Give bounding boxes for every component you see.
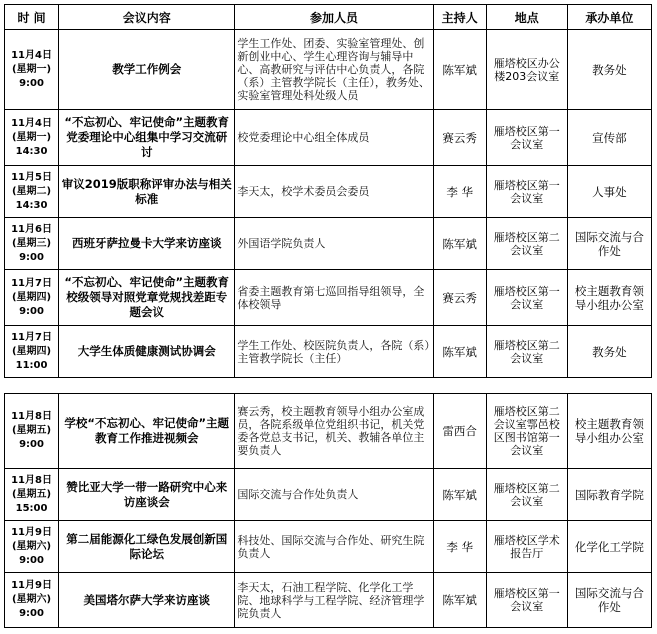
attendees-cell: 学生工作处、校医院负责人，各院（系）主管教学院长（主任） <box>235 326 433 378</box>
host-cell: 陈军斌 <box>433 30 486 110</box>
table-row <box>5 166 652 218</box>
attendees-cell: 赛云秀，校主题教育领导小组办公室成员，各院系级单位党组织书记，机关党委各党总支书记，机关、教辅各单位主要负责人 <box>235 394 433 469</box>
time-cell <box>5 521 59 573</box>
table-row <box>5 469 652 521</box>
topic-cell: “不忘初心、牢记使命”主题教育校级领导对照党章党规找差距专题会议 <box>59 270 235 326</box>
location-cell: 雁塔校区第二会议室 <box>486 218 567 270</box>
weekday-text: (星期六) <box>11 594 52 605</box>
time-cell <box>5 394 59 469</box>
clock-text: 9:00 <box>19 251 44 263</box>
attendees-cell: 校党委理论中心组全体成员 <box>235 110 433 166</box>
date-text: 11月7日 <box>11 331 52 343</box>
topic-cell: 审议2019版职称评审办法与相关标准 <box>59 166 235 218</box>
location-cell: 雁塔校区办公楼203会议室 <box>486 30 567 110</box>
date-text: 11月9日 <box>11 580 52 591</box>
topic-cell: 第二届能源化工绿色发展创新国际论坛 <box>59 521 235 573</box>
header-organizer: 承办单位 <box>567 5 651 30</box>
organizer-cell: 校主题教育领导小组办公室 <box>567 270 651 326</box>
clock-text: 9:00 <box>19 77 44 89</box>
clock-text: 9:00 <box>19 305 44 317</box>
time-cell <box>5 326 59 378</box>
weekday-text: (星期三) <box>11 237 52 249</box>
schedule-table-top <box>4 4 652 378</box>
table-row <box>5 326 652 378</box>
table-row <box>5 270 652 326</box>
time-cell <box>5 110 59 166</box>
date-text: 11月6日 <box>11 223 52 235</box>
date-text: 11月4日 <box>11 117 52 129</box>
location-cell: 雁塔校区第一会议室 <box>486 166 567 218</box>
host-cell: 赛云秀 <box>433 110 486 166</box>
header-attendees: 参加人员 <box>235 5 433 30</box>
host-cell: 李 华 <box>433 521 486 573</box>
header-host: 主持人 <box>433 5 486 30</box>
clock-text: 9:00 <box>19 608 44 619</box>
table-row <box>5 394 652 469</box>
date-text: 11月8日 <box>11 474 52 486</box>
attendees-cell: 国际交流与合作处负责人 <box>235 469 433 521</box>
clock-text: 11:00 <box>15 359 48 371</box>
host-cell: 陈军斌 <box>433 469 486 521</box>
organizer-cell: 校主题教育领导小组办公室 <box>567 394 651 469</box>
attendees-cell: 省委主题教育第七巡回指导组领导，全体校领导 <box>235 270 433 326</box>
topic-cell: 教学工作例会 <box>59 30 235 110</box>
host-cell: 赛云秀 <box>433 270 486 326</box>
table-row <box>5 30 652 110</box>
topic-cell: 西班牙萨拉曼卡大学来访座谈 <box>59 218 235 270</box>
location-cell: 雁塔校区第二会议室 <box>486 326 567 378</box>
clock-text: 15:00 <box>15 502 48 514</box>
attendees-cell: 李天太，校学术委员会委员 <box>235 166 433 218</box>
weekday-text: (星期一) <box>11 131 52 143</box>
table-row <box>5 110 652 166</box>
date-text: 11月8日 <box>11 411 52 422</box>
attendees-cell: 科技处、国际交流与合作处、研究生院负责人 <box>235 521 433 573</box>
location-cell: 雁塔校区学术报告厅 <box>486 521 567 573</box>
topic-cell: 大学生体质健康测试协调会 <box>59 326 235 378</box>
organizer-cell: 国际交流与合作处 <box>567 573 651 628</box>
topic-cell: 赞比亚大学一带一路研究中心来访座谈会 <box>59 469 235 521</box>
header-time: 时 间 <box>5 5 59 30</box>
attendees-cell: 学生工作处、团委、实验室管理处、创新创业中心、学生心理咨询与辅导中心、高教研究与评估中心负责人，各院（系）主管教学院长（主任），教务处、实验室管理处科处级人员 <box>235 30 433 110</box>
date-text: 11月7日 <box>11 277 52 289</box>
organizer-cell: 教务处 <box>567 326 651 378</box>
host-cell: 陈军斌 <box>433 218 486 270</box>
clock-text: 9:00 <box>19 439 44 450</box>
host-cell: 李 华 <box>433 166 486 218</box>
organizer-cell: 教务处 <box>567 30 651 110</box>
schedule-table-bottom <box>4 393 652 628</box>
attendees-cell: 外国语学院负责人 <box>235 218 433 270</box>
time-cell <box>5 270 59 326</box>
time-cell <box>5 218 59 270</box>
clock-text: 9:00 <box>19 554 44 566</box>
organizer-cell: 国际教育学院 <box>567 469 651 521</box>
host-cell: 陈军斌 <box>433 326 486 378</box>
time-cell <box>5 30 59 110</box>
weekday-text: (星期四) <box>11 291 52 303</box>
organizer-cell: 化学化工学院 <box>567 521 651 573</box>
location-cell: 雁塔校区第二会议室 <box>486 469 567 521</box>
date-text: 11月5日 <box>11 171 52 183</box>
weekday-text: (星期五) <box>11 425 52 436</box>
attendees-cell: 李天太，石油工程学院、化学化工学院、地球科学与工程学院、经济管理学院负责人 <box>235 573 433 628</box>
location-cell: 雁塔校区第一会议室 <box>486 573 567 628</box>
topic-cell: 学校“不忘初心、牢记使命”主题教育工作推进视频会 <box>59 394 235 469</box>
host-cell: 陈军斌 <box>433 573 486 628</box>
weekday-text: (星期一) <box>11 63 52 75</box>
location-cell: 雁塔校区第一会议室 <box>486 270 567 326</box>
header-location: 地点 <box>486 5 567 30</box>
table-row <box>5 521 652 573</box>
table-row <box>5 218 652 270</box>
organizer-cell: 国际交流与合作处 <box>567 218 651 270</box>
date-text: 11月9日 <box>11 526 52 538</box>
header-topic: 会议内容 <box>59 5 235 30</box>
host-cell: 雷西合 <box>433 394 486 469</box>
location-cell: 雁塔校区第一会议室 <box>486 110 567 166</box>
clock-text: 14:30 <box>15 199 48 211</box>
weekday-text: (星期六) <box>11 540 52 552</box>
organizer-cell: 人事处 <box>567 166 651 218</box>
weekday-text: (星期四) <box>11 345 52 357</box>
clock-text: 14:30 <box>15 145 48 157</box>
header-row <box>5 5 652 30</box>
weekday-text: (星期二) <box>11 185 52 197</box>
organizer-cell: 宣传部 <box>567 110 651 166</box>
time-cell <box>5 166 59 218</box>
topic-cell: “不忘初心、牢记使命”主题教育党委理论中心组集中学习交流研讨 <box>59 110 235 166</box>
table-row <box>5 573 652 628</box>
weekday-text: (星期五) <box>11 488 52 500</box>
time-cell <box>5 469 59 521</box>
location-cell: 雁塔校区第二会议室鄠邑校区图书馆第一会议室 <box>486 394 567 469</box>
topic-cell: 美国塔尔萨大学来访座谈 <box>59 573 235 628</box>
date-text: 11月4日 <box>11 49 52 61</box>
time-cell <box>5 573 59 628</box>
